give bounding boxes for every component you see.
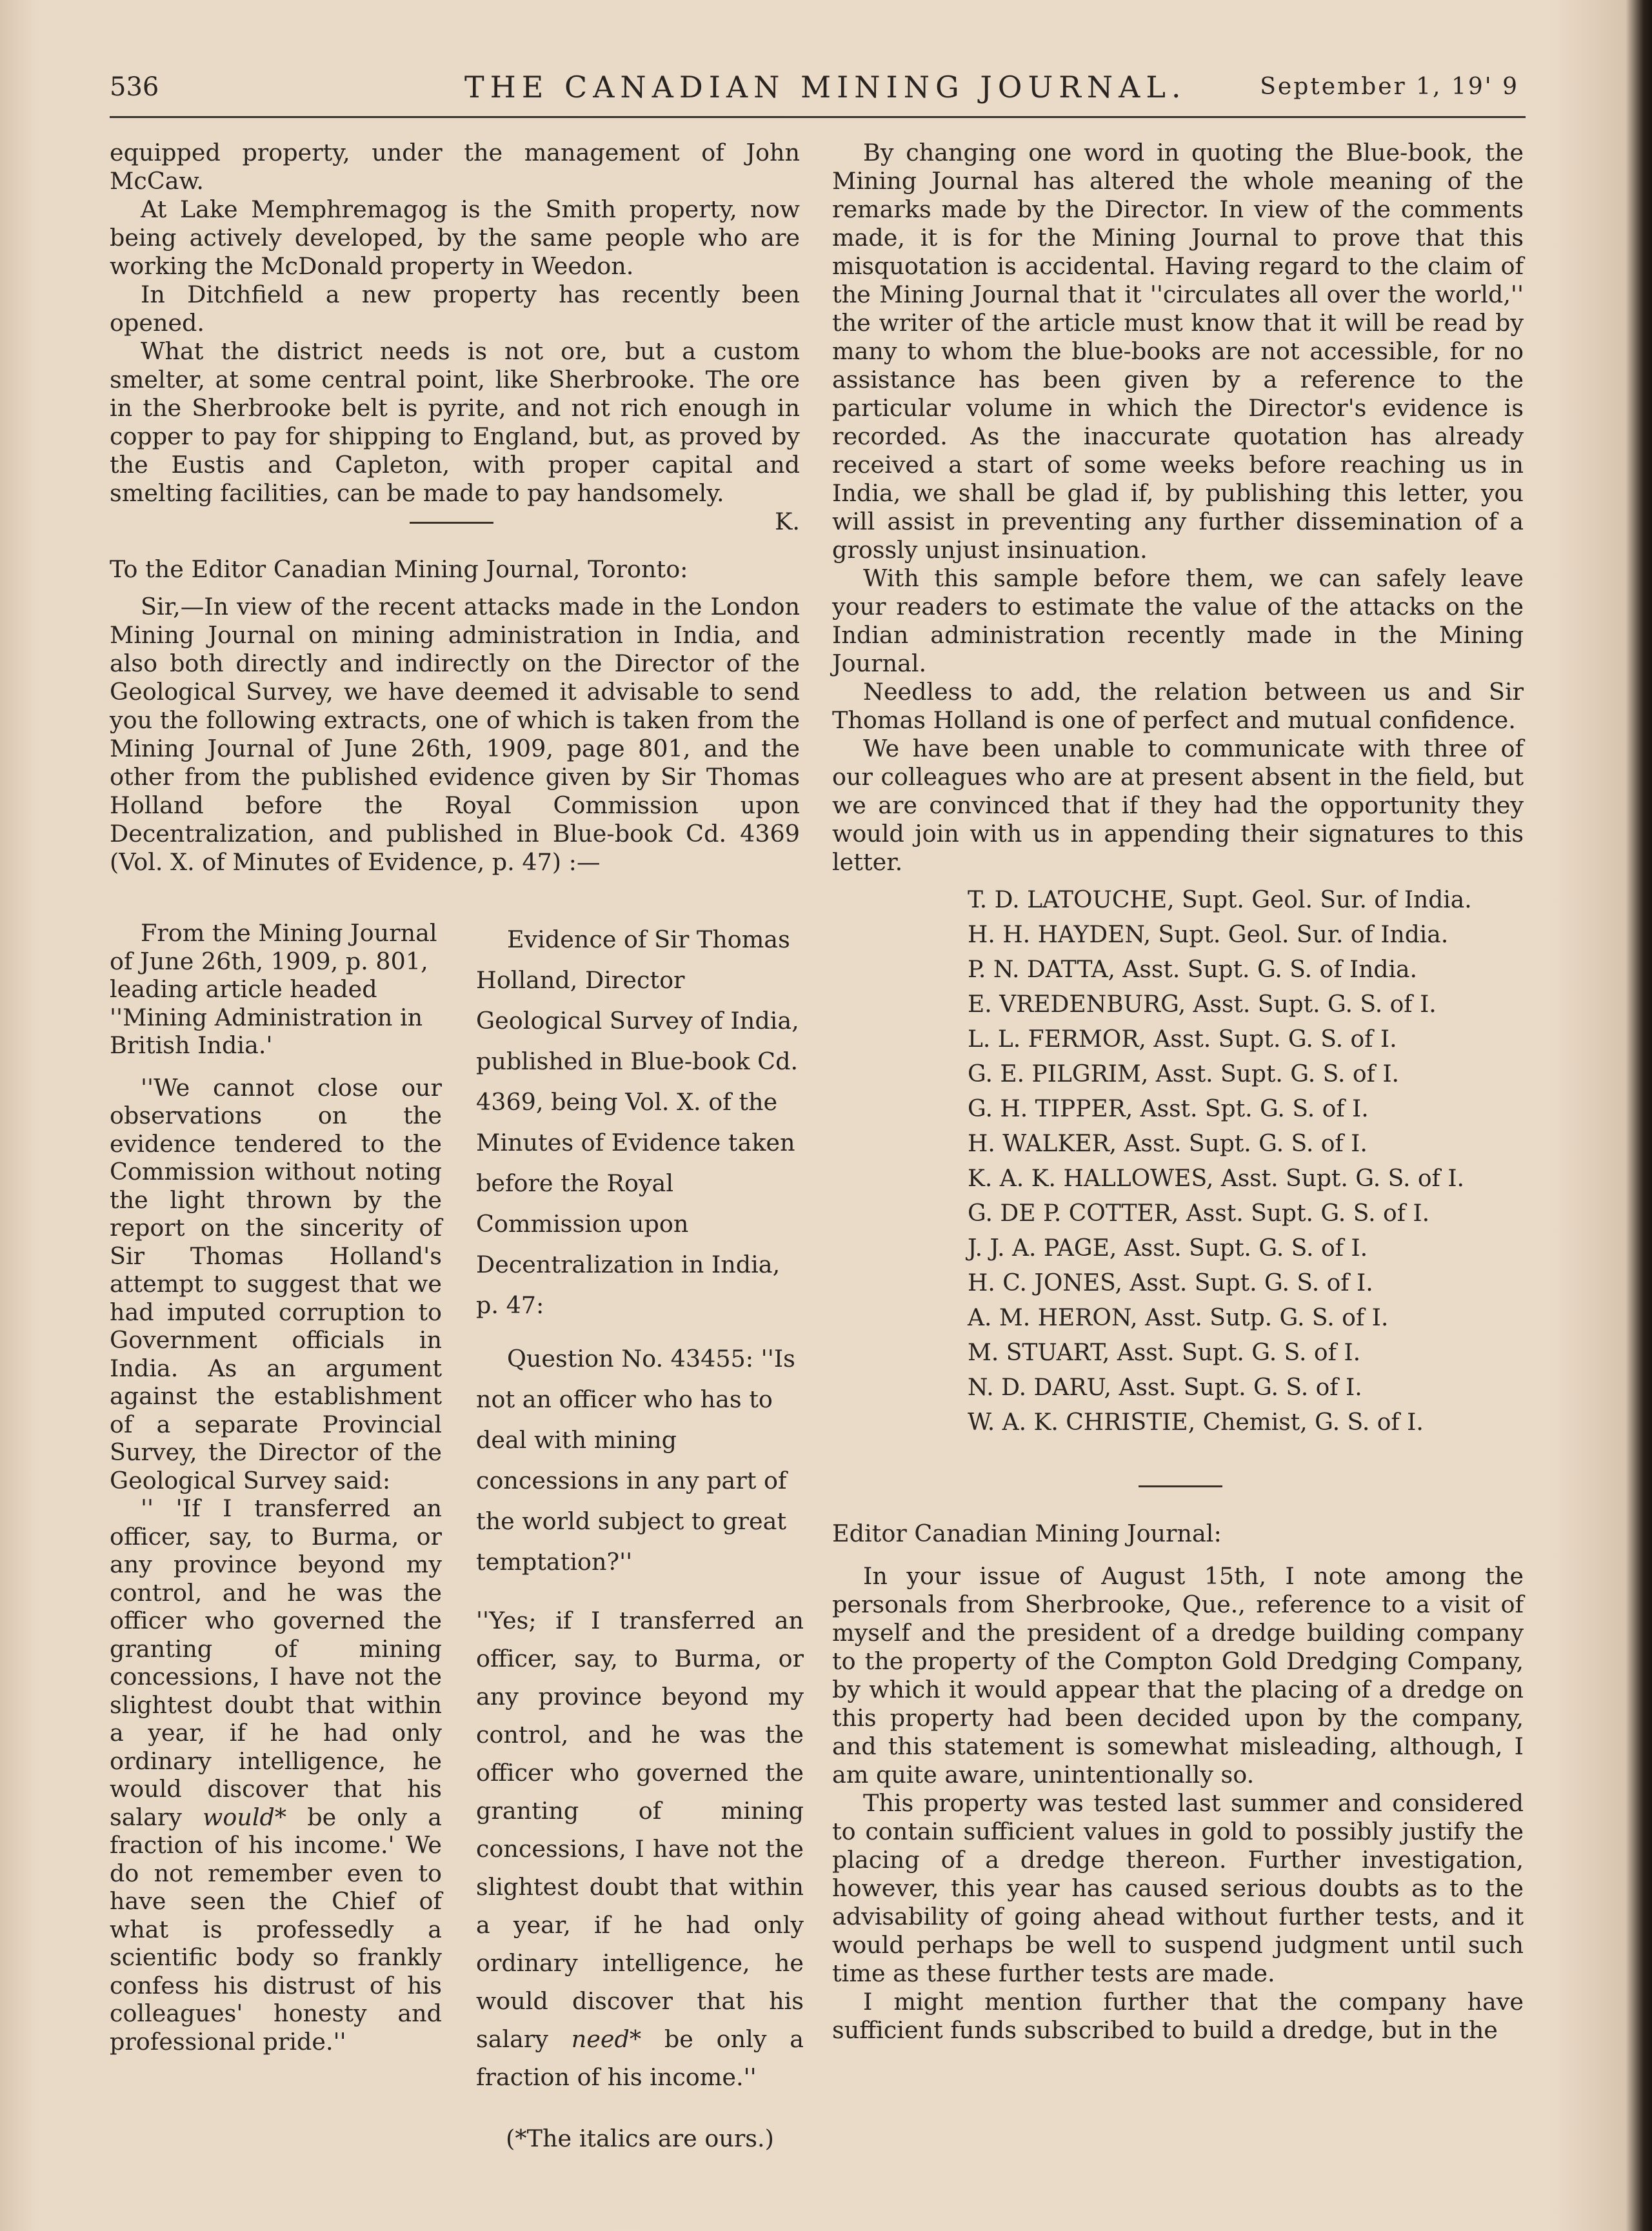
evidence-heading: Evidence of Sir Thomas Holland, Director Geological Survey of India, published in Blue-book Cd. 4369, being Vol. X. of the Minutes of Evidence taken before the Royal Commission upon Decentralization in India, p. 47: — [476, 926, 799, 1319]
evidence-answer: ''Yes; if I transferred an officer, say, to Burma, or any province beyond my control, and he was the officer who governed the granting of mining concessions, I have not the slightest doubt that within a year, if he had only ordinary intelligence, he would discover that his salary need* be only a fraction of his income.'' — [476, 1607, 804, 2091]
section-divider — [410, 522, 493, 524]
signatory: G. H. TIPPER, Asst. Spt. G. S. of I. — [968, 1096, 1369, 1122]
page-number: 536 — [110, 72, 159, 102]
signatory: H. WALKER, Asst. Supt. G. S. of I. — [968, 1131, 1368, 1157]
extract-body: ''We cannot close our observations on the evidence tendered to the Commission without noting the light thrown by the report on the sincerity of Sir Thomas Holland's attempt to suggest that we had imputed corruption to Government officials in India. As an argument against the establishment of a separate Provincial Survey, the Director of the Geological Survey said: — [110, 1073, 442, 1494]
signatory: A. M. HERON, Asst. Sutp. G. S. of I. — [968, 1305, 1389, 1331]
signatory: H. C. JONES, Asst. Supt. G. S. of I. — [968, 1270, 1373, 1296]
italics-note: (*The italics are ours.) — [506, 2125, 774, 2152]
signatory: T. D. LATOUCHE, Supt. Geol. Sur. of India. — [968, 887, 1472, 913]
evidence-question: Question No. 43455: ''Is not an officer who has to deal with mining concessions in any part of the world subject to great temptation?'' — [476, 1345, 795, 1576]
subcolumn-bluebook-evidence — [476, 919, 804, 2159]
paragraph: This property was tested last summer and considered to contain sufficient values in gold to possibly justify the placing of a dredge thereon. Further investigation, however, this year has caused serious doubts as to the advisability of going ahead without further tests, and it would perhaps be well to suspend judgment until such time as these further tests are made. — [832, 1789, 1524, 1987]
paragraph: We have been unable to communicate with three of our colleagues who are at present absent in the field, but we are convinced that if they had the opportunity they would join with us in appending their signatures to this letter. — [832, 735, 1524, 876]
signatory-list — [968, 883, 1524, 1440]
issue-date: September 1, 19' 9 — [1260, 74, 1519, 100]
signatory: K. A. K. HALLOWES, Asst. Supt. G. S. of I. — [968, 1165, 1464, 1192]
section-divider — [1139, 1485, 1222, 1487]
subcolumn-mining-journal-extract — [110, 919, 442, 2056]
signatory: E. VREDENBURG, Asst. Supt. G. S. of I. — [968, 991, 1437, 1018]
italic-word: need* — [571, 2025, 642, 2053]
extract-heading: From the Mining Journal of June 26th, 1909, p. 801, leading article headed ''Mining Administration in British India.' — [110, 919, 437, 1059]
paragraph: With this sample before them, we can safely leave your readers to estimate the value of the attacks on the Indian administration recently made in the Mining Journal. — [832, 564, 1524, 677]
italic-word: would* — [203, 1803, 287, 1831]
paragraph: What the district needs is not ore, but a custom smelter, at some central point, like Sherbrooke. The ore in the Sherbrooke belt is pyrite, and not rich enough in copper to pay for shipping to England, but, as proved by the Eustis and Capleton, with proper capital and smelting facilities, can be made to pay handsomely. — [110, 337, 800, 507]
signoff-initial: K. — [775, 508, 800, 535]
signatory: M. STUART, Asst. Supt. G. S. of I. — [968, 1340, 1361, 1366]
paragraph: By changing one word in quoting the Blue-book, the Mining Journal has altered the whole meaning of the remarks made by the Director. In view of the comments made, it is for the Mining Journal to prove that this misquotation is accidental. Having regard to the claim of the Mining Journal that it ''circulates all over the world,'' the writer of the article must know that it will be read by many to whom the blue-books are not accessible, for no assistance has been given by a reference to the particular volume in which the Director's evidence is recorded. As the inaccurate quotation has already received a start of some weeks before reaching us in India, we shall be glad if, by publishing this letter, you will assist in preventing any further dissemination of a grossly unjust insinuation. — [832, 139, 1524, 564]
letter-salutation: Editor Canadian Mining Journal: — [832, 1520, 1222, 1547]
left-column-top — [110, 139, 800, 877]
paragraph: At Lake Memphremagog is the Smith property, now being actively developed, by the same people who are working the McDonald property in Weedon. — [110, 195, 800, 280]
extract-quote: '' 'If I transferred an officer, say, to Burma, or any province beyond my control, and he was the officer who governed the granting of mining concessions, I have not the slightest doubt that within a year, if he had only ordinary intelligence, he would discover that his salary would* be only a fraction of his income.' We do not remember even to have seen the Chief of what is professedly a scientific body so frankly confess his distrust of his colleagues' honesty and professional pride.'' — [110, 1494, 442, 2056]
letter-intro: Sir,—In view of the recent attacks made in the London Mining Journal on mining administration in India, and also both directly and indirectly on the Director of the Geological Survey, we have deemed it advisable to send you the following extracts, one of which is taken from the Mining Journal of June 26th, 1909, page 801, and the other from the published evidence given by Sir Thomas Holland before the Royal Commission upon Decentralization, and published in Blue-book Cd. 4369 (Vol. X. of Minutes of Evidence, p. 47) :— — [110, 593, 800, 876]
paragraph: Needless to add, the relation between us and Sir Thomas Holland is one of perfect and mutual confidence. — [832, 678, 1524, 734]
signatory: P. N. DATTA, Asst. Supt. G. S. of India. — [968, 957, 1417, 983]
journal-title: THE CANADIAN MINING JOURNAL. — [464, 70, 1187, 104]
paragraph: I might mention further that the company have sufficient funds subscribed to build a dredge, but in the — [832, 1988, 1524, 2044]
paragraph: In Ditchfield a new property has recently been opened. — [110, 281, 800, 337]
signatory: N. D. DARU, Asst. Supt. G. S. of I. — [968, 1374, 1362, 1401]
right-column — [832, 139, 1524, 2045]
signatory: L. L. FERMOR, Asst. Supt. G. S. of I. — [968, 1026, 1397, 1053]
paragraph: equipped property, under the management of John McCaw. — [110, 139, 800, 195]
signatory: H. H. HAYDEN, Supt. Geol. Sur. of India. — [968, 922, 1449, 948]
paragraph: In your issue of August 15th, I note among the personals from Sherbrooke, Que., reference to a visit of myself and the president of a dredge building company to the property of the Compton Gold Dredging Company, by which it would appear that the placing of a dredge on this property had been decided upon by the company, and this statement is somewhat misleading, although, I am quite aware, unintentionally so. — [832, 1562, 1524, 1789]
signatory: W. A. K. CHRISTIE, Chemist, G. S. of I. — [968, 1409, 1424, 1436]
page-header — [110, 64, 1526, 118]
signatory: G. DE P. COTTER, Asst. Supt. G. S. of I. — [968, 1200, 1430, 1227]
signatory: J. J. A. PAGE, Asst. Supt. G. S. of I. — [968, 1235, 1368, 1262]
letter-salutation: To the Editor Canadian Mining Journal, Toronto: — [110, 555, 688, 583]
signatory: G. E. PILGRIM, Asst. Supt. G. S. of I. — [968, 1061, 1399, 1087]
